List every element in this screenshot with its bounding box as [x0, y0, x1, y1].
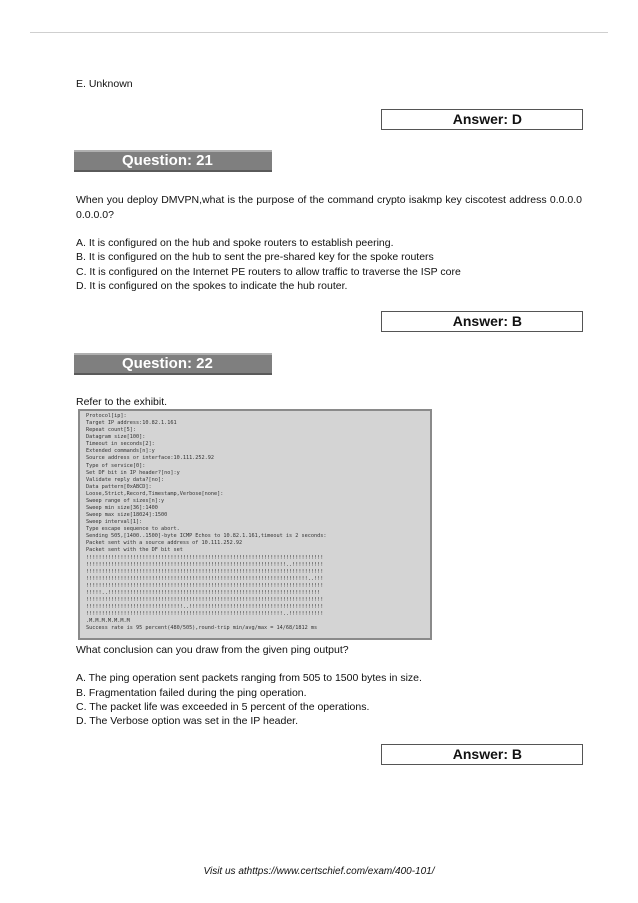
q21-option-a: A. It is configured on the hub and spoke routers to establish peering. — [76, 237, 394, 249]
q21-option-b: B. It is configured on the hub to sent the pre-shared key for the spoke routers — [76, 251, 434, 263]
q22-option-a: A. The ping operation sent packets ranging from 505 to 1500 bytes in size. — [76, 672, 422, 684]
answer-box-22: Answer: B — [381, 744, 583, 765]
question-22-title: Question: 22 — [74, 353, 272, 375]
question-21-stem: When you deploy DMVPN,what is the purpose of the command crypto isakmp key ciscotest address 0.0.0.0 0.0.0.0? — [76, 194, 582, 221]
ping-output-text: Protocol[ip]: Target IP address:10.82.1.161 Repeat count[5]: Datagram size[100]: Timeout in seconds[2]: Extended commands[n]:y Source address or interface:10.111.252.92 Type of service[0]: Set DF bit in IP header?[no]:y Validate reply data?[no]: Data pattern[0xABCD]: Loose,Strict,Record,Timestamp,Verbose[none]: Sweep range of sizes[n]:y Sweep min size[36]:1400 Sweep max size[18024]:1500 Sweep interval[1]: Type escape sequence to abort. Sending 505,[1400..1500]-byte ICMP Echos to 10.82.1.161,timeout is 2 seconds: Packet sent with a source address of 10.111.252.92 Packet sent with the DF bit set !!!!!!!!!!!!!!!!!!!!!!!!!!!!!!!!!!!!!!!!!!!!!!!!!!!!!!!!!!!!!!!!!!!!!!!!!!!! !!!!!!!!!!!!!!!!!!!!!!!!!!!!!!!!!!!!!!!!!!!!!!!!!!!!!!!!!!!!!!!!..!!!!!!!!!! !!!!!!!!!!!!!!!!!!!!!!!!!!!!!!!!!!!!!!!!!!!!!!!!!!!!!!!!!!!!!!!!!!!!!!!!!!!! !!!!!!!!!!!!!!!!!!!!!!!!!!!!!!!!!!!!!!!!!!!!!!!!!!!!!!!!!!!!!!!!!!!!!!!..!!! !!!!!!!!!!!!!!!!!!!!!!!!!!!!!!!!!!!!!!!!!!!!!!!!!!!!!!!!!!!!!!!!!!!!!!!!!!!! !!!!!..!!!!!!!!!!!!!!!!!!!!!!!!!!!!!!!!!!!!!!!!!!!!!!!!!!!!!!!!!!!!!!!!!!!! !!!!!!!!!!!!!!!!!!!!!!!!!!!!!!!!!!!!!!!!!!!!!!!!!!!!!!!!!!!!!!!!!!!!!!!!!!!! !!!!!!!!!!!!!!!!!!!!!!!!!!!!!!!..!!!!!!!!!!!!!!!!!!!!!!!!!!!!!!!!!!!!!!!!!!! !!!!!!!!!!!!!!!!!!!!!!!!!!!!!!!!!!!!!!!!!!!!!!!!!!!!!!!!!!!!!!!..!!!!!!!!!!! .M.M.M.M.M.M.M Success rate is 95 percent(480/505),round-trip min/avg/max = 14/68/1812 ms — [86, 413, 327, 632]
answer-box-21: Answer: B — [381, 311, 583, 332]
question-21-title: Question: 21 — [74, 150, 272, 172]
q22-option-c: C. The packet life was exceeded in 5 percent of the operations. — [76, 701, 370, 713]
top-rule — [30, 32, 608, 33]
q21-option-c: C. It is configured on the Internet PE routers to allow traffic to traverse the ISP core — [76, 266, 461, 278]
q22-option-d: D. The Verbose option was set in the IP header. — [76, 715, 299, 727]
prev-option-e: E. Unknown — [76, 78, 133, 90]
question-22-intro: Refer to the exhibit. — [76, 396, 168, 408]
question-22-text: What conclusion can you draw from the given ping output? — [76, 644, 349, 656]
answer-box-20: Answer: D — [381, 109, 583, 130]
footer-link-text[interactable]: Visit us athttps://www.certschief.com/exam/400-101/ — [203, 866, 435, 877]
q22-option-b: B. Fragmentation failed during the ping operation. — [76, 687, 307, 699]
q21-option-d: D. It is configured on the spokes to indicate the hub router. — [76, 280, 348, 292]
ping-exhibit-image — [78, 409, 432, 640]
